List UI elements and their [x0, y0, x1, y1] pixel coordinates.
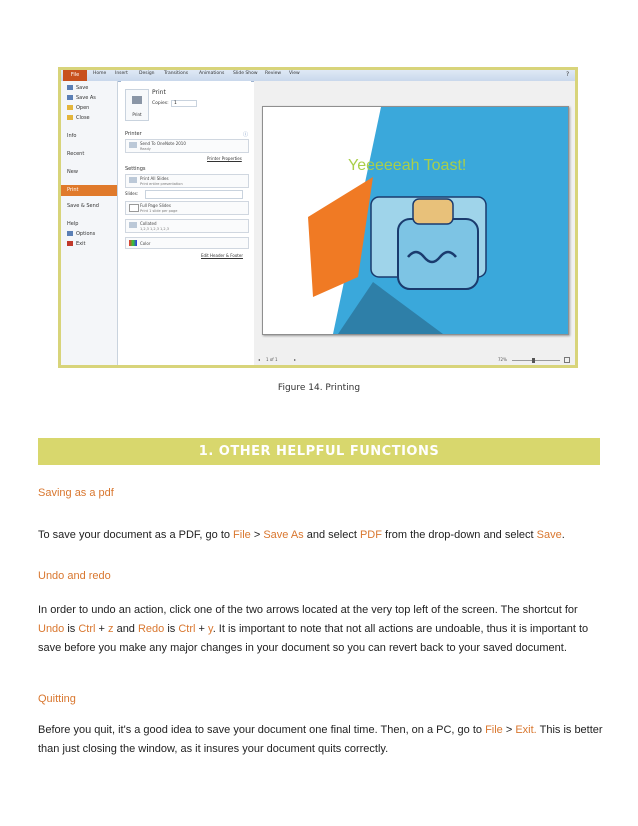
exit-icon [67, 241, 73, 246]
collate-icon [129, 222, 137, 228]
next-page-icon[interactable]: ▸ [294, 357, 297, 362]
toast-icon [413, 199, 453, 224]
ribbon-tab-design[interactable]: Design [139, 71, 155, 76]
slides-input[interactable] [145, 190, 243, 199]
edit-header-footer-link[interactable]: Edit Header & Footer [201, 253, 243, 258]
layout-icon [129, 204, 139, 212]
menu-save-as[interactable]: Save As [67, 95, 96, 101]
page-navigator[interactable]: 1 of 1 [266, 357, 278, 362]
print-screenshot [58, 67, 578, 368]
ribbon-tab-slideshow[interactable]: Slide Show [233, 71, 258, 76]
menu-print-selected[interactable] [61, 185, 117, 196]
printer-info-icon[interactable]: ⓘ [243, 132, 249, 138]
save-icon [67, 85, 73, 90]
menu-open[interactable]: Open [67, 105, 89, 111]
slide-graphic [263, 107, 568, 334]
figure-caption: Figure 14. Printing [277, 383, 361, 393]
ribbon-tab-review[interactable]: Review [265, 71, 282, 76]
preview-status-bar [254, 356, 575, 365]
menu-help[interactable]: Help [67, 221, 79, 227]
menu-new[interactable]: New [67, 169, 78, 175]
backstage-menu [61, 81, 118, 365]
printer-properties-link[interactable]: Printer Properties [207, 156, 242, 161]
menu-save[interactable]: Save [67, 85, 88, 91]
subheading-undo-redo: Undo and redo [38, 570, 111, 582]
color-icon [129, 240, 137, 246]
ribbon-tab-home[interactable]: Home [93, 71, 107, 76]
zoom-slider[interactable] [512, 360, 560, 361]
close-file-icon [67, 115, 73, 120]
fit-page-icon[interactable] [564, 357, 570, 363]
copies-input[interactable]: 1 [171, 100, 197, 107]
folder-icon [67, 105, 73, 110]
subheading-quitting: Quitting [38, 693, 76, 705]
print-settings-pane [121, 81, 251, 365]
color-dropdown[interactable]: Color [125, 237, 249, 249]
zoom-level: 72% [498, 357, 507, 362]
ribbon-tab-transitions[interactable]: Transitions [164, 71, 189, 76]
print-button[interactable]: Print [125, 89, 149, 121]
menu-exit[interactable]: Exit [67, 241, 85, 247]
slides-icon [129, 177, 137, 183]
settings-heading: Settings [125, 166, 146, 172]
paragraph-undo-redo: In order to undo an action, click one of the two arrows located at the very top left of the screen. The shortcut for Undo is Ctrl + z and Redo is Ctrl + y. It is important to note that not all actions are undoable, thus it is important to save before you make any major changes in your document so you can revert back to your saved document. [38, 604, 589, 654]
menu-print-label: Print [67, 187, 79, 193]
slides-label: Slides: [125, 191, 139, 196]
menu-close[interactable]: Close [67, 115, 90, 121]
printer-device-icon [129, 142, 137, 148]
help-icon[interactable]: ? [566, 71, 570, 78]
paragraph-quitting: Before you quit, it's a good idea to save your document one final time. Then, on a PC, go to File > Exit. This is better than just closing the window, as it insures your document quits correctly. [38, 724, 603, 755]
options-icon [67, 231, 73, 236]
section-heading-band [38, 438, 600, 465]
copies-label: Copies: [152, 101, 169, 106]
ribbon-tab-animations[interactable]: Animations [199, 71, 225, 76]
print-preview [254, 81, 575, 365]
subheading-saving-pdf: Saving as a pdf [38, 487, 114, 499]
print-range-dropdown[interactable]: Print All Slides Print entire presentation [125, 174, 249, 188]
section-heading: 1. OTHER HELPFUL FUNCTIONS [198, 444, 440, 459]
ribbon-tab-file[interactable]: File [63, 70, 87, 81]
prev-page-icon[interactable]: ◂ [258, 357, 261, 362]
paragraph-saving-pdf: To save your document as a PDF, go to File > Save As and select PDF from the drop-down and select Save. [38, 529, 565, 541]
zoom-thumb[interactable] [532, 358, 535, 363]
printer-dropdown[interactable]: Send To OneNote 2010 Ready [125, 139, 249, 153]
save-as-icon [67, 95, 73, 100]
slide-title: Yeeeeeah Toast! [348, 157, 467, 174]
printer-heading: Printer [125, 131, 142, 137]
layout-dropdown[interactable]: Full Page Slides Print 1 slide per page [125, 201, 249, 215]
menu-recent[interactable]: Recent [67, 151, 85, 157]
ribbon-tab-insert[interactable]: Insert [115, 71, 128, 76]
collate-dropdown[interactable]: Collated 1,2,3 1,2,3 1,2,3 [125, 219, 249, 233]
menu-info[interactable]: Info [67, 133, 77, 139]
menu-options[interactable]: Options [67, 231, 95, 237]
print-heading: Print [152, 89, 166, 96]
printer-icon [132, 96, 142, 104]
ribbon-tab-view[interactable]: View [289, 71, 300, 76]
slide-preview [262, 106, 569, 335]
menu-save-send[interactable]: Save & Send [67, 203, 99, 209]
